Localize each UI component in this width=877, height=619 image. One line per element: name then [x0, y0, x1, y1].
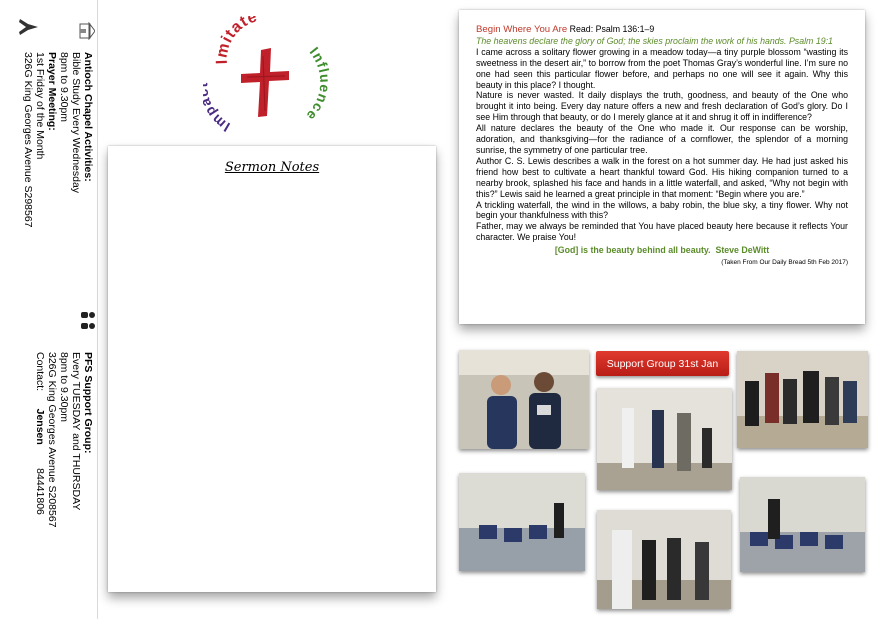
prayer-line: 1st Friday of the Month [34, 52, 46, 160]
antioch-line: 8pm to 9.30pm [58, 52, 70, 123]
logo-word-left: Im [207, 110, 233, 134]
people-icon [75, 310, 96, 332]
contact-name: Jensen [34, 408, 46, 445]
prayer-title: Prayer Meeting: [46, 52, 58, 131]
photo-group-prayer [597, 510, 731, 609]
devotional-text [476, 24, 848, 267]
devotional-source: (Taken From Our Daily Bread 5th Feb 2017) [721, 259, 848, 267]
devotional-paragraph: Nature is never wasted. It daily displays the truth, goodness, and beauty of the One who brought it into being. Every day nature offers a new and fresh declaration of God’s glory. Do I see Him through that beauty, or do I merely glance at it and shrug it off in indifference? [476, 90, 848, 123]
devotional-title: Begin Where You Are [476, 24, 568, 35]
pfs-line: Every TUESDAY and THURSDAY [70, 352, 82, 511]
svg-text:Influence [303, 44, 329, 125]
devotional-verse: The heavens declare the glory of God; the skies proclaim the work of his hands. Psalm 19:1 [476, 35, 833, 46]
antioch-activities [22, 52, 94, 228]
contact-label: Contact: [34, 352, 46, 392]
imitate-influence-impact-logo [203, 16, 329, 134]
photo-two-men [459, 350, 589, 449]
pfs-title: PFS Support Group: [82, 352, 94, 454]
photo-room-chairs-right [740, 477, 865, 572]
devotional-paragraph: Author C. S. Lewis describes a walk in the forest on a hot summer day. He had just asked his friend how best to cultivate a heart thankful toward God. His hiking companion turned to a nearby brook, splashed his face and hands in a little waterfall, and asked, “Why not begin with this?” Lewis said he learned a great principle in that moment: “Begin where you are.” [476, 155, 848, 199]
devotional-reading: Read: Psalm 136:1–9 [569, 24, 655, 34]
devotional-paragraph: I came across a solitary flower growing in a meadow today—a tiny purple blossom “wasting its sweetness in the desert air,” to borrow from the poet Thomas Gray’s wonderful line. I’m sure no one had seen this particular flower before, and perhaps no one will see it again. Why this beauty in this place? I thought. [476, 46, 848, 90]
photo-prayer-room [597, 388, 732, 490]
devotional-paragraph: Father, may we always be reminded that You have placed beauty here because it reflects Your character. We praise You! [476, 221, 848, 243]
svg-text:Imitate [213, 16, 259, 64]
photo-room-chairs-left [459, 473, 585, 571]
devotional-closing: [God] is the beauty behind all beauty. [554, 245, 711, 256]
cross-icon [241, 48, 289, 117]
prayer-line: 326G King Georges Avenue S298567 [22, 52, 34, 228]
sermon-notes-title: Sermon Notes [224, 160, 320, 175]
praying-hands-icon [13, 16, 40, 38]
sermon-notes-card [108, 146, 436, 592]
devotional-closing-line [476, 245, 848, 256]
contact-line [34, 352, 46, 528]
contact-phone: 84441806 [34, 468, 46, 515]
support-group-banner: Support Group 31st Jan [596, 351, 729, 376]
fold-line [97, 0, 98, 619]
pfs-line: 326G King Georges Avenue S208567 [46, 352, 58, 528]
antioch-line: Bible Study Every Wednesday [70, 52, 82, 194]
devotional-card [459, 10, 865, 324]
devotional-paragraph: All nature declares the beauty of the One who made it. Our response can be worship, adoration, and thanksgiving—for the radiance of a cornflower, the splendor of a morning sunrise, the symmetry of one particular tree. [476, 123, 848, 155]
pfs-support-group [34, 352, 94, 528]
church-icon [74, 22, 95, 40]
pfs-line: 8pm to 9.30pm [58, 352, 70, 423]
svg-text:Impact [203, 82, 233, 134]
devotional-paragraph: A trickling waterfall, the wind in the willows, a baby robin, the blue sky, a tiny flower. Why not begin your thankfulness with this? [476, 199, 848, 221]
logo-word-top: Imitate [213, 16, 260, 65]
antioch-title: Antioch Chapel Activities: [82, 52, 94, 182]
devotional-author: Steve DeWitt [715, 245, 770, 256]
logo-word-right: In ce [303, 43, 329, 125]
photo-group-standing [737, 351, 868, 448]
